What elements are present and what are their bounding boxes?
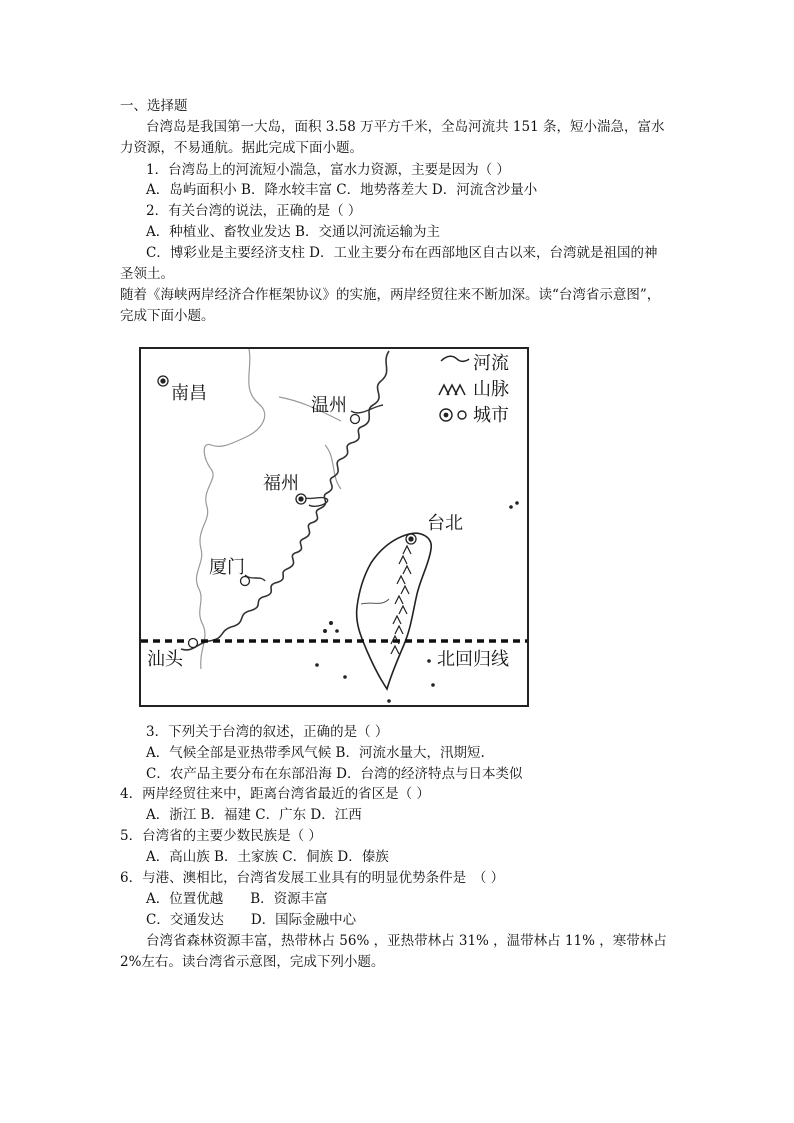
question-3-options-1: A．气候全部是亚热带季风气候 B．河流水量大，汛期短.	[146, 745, 485, 761]
section-heading: 一、选择题	[120, 98, 188, 114]
question-3-stem: 3．下列关于台湾的叙述，正确的是（ ）	[146, 724, 389, 740]
question-3-options-2: C．农产品主要分布在东部沿海 D．台湾的经济特点与日本类似	[146, 766, 523, 782]
question-1-options: A．岛屿面积小 B．降水较丰富 C．地势落差大 D．河流含沙量小	[146, 182, 538, 198]
city-label-wenzhou: 温州	[311, 395, 347, 416]
question-5-options: A．高山族 B．土家族 C．侗族 D．傣族	[146, 849, 389, 865]
question-6-stem: 6．与港、澳相比，台湾省发展工业具有的明显优势条件是 （ ）	[120, 870, 505, 886]
legend	[439, 356, 469, 421]
legend-city-icon	[458, 411, 466, 419]
intro-1-line-2: 力资源，不易通航。据此完成下面小题。	[120, 140, 363, 156]
intro-2-line-2: 完成下面小题。	[120, 308, 215, 324]
question-1-stem: 1．台湾岛上的河流短小湍急，富水力资源，主要是因为（ ）	[146, 162, 510, 178]
river-wenzhou	[351, 405, 383, 413]
question-5-stem: 5．台湾省的主要少数民族是（ ）	[120, 828, 322, 844]
city-label-fuzhou: 福州	[263, 473, 299, 494]
intro-1-line-1: 台湾岛是我国第一大岛，面积 3.58 万平方千米，全岛河流共 151 条，短小湍急，富水	[146, 119, 665, 135]
intro-3-line-1: 台湾省森林资源丰富，热带林占 56% ，亚热带林占 31% ，温带林占 11% ，寒带林占	[146, 933, 667, 949]
question-4-options: A．浙江 B．福建 C．广东 D．江西	[146, 807, 362, 823]
intro-2-line-1: 随着《海峡两岸经济合作框架协议》的实施，两岸经贸往来不断加深。读“台湾省示意图”，	[120, 287, 661, 303]
small-islands	[315, 501, 519, 703]
question-2-options-1: A．种植业、畜牧业发达 B．交通以河流运输为主	[146, 224, 440, 240]
taiwan-map	[139, 347, 529, 707]
map-drawing	[141, 349, 527, 705]
question-6-options-1: A．位置优越 B．资源丰富	[146, 891, 328, 907]
legend-mountain-label: 山脉	[473, 379, 509, 400]
mountain-range	[391, 546, 411, 654]
question-6-options-2: C．交通发达 D．国际金融中心	[146, 912, 357, 928]
question-2-stem: 2．有关台湾的说法，正确的是（ ）	[146, 203, 362, 219]
city-label-taipei: 台北	[427, 513, 463, 534]
question-2-options-3: 圣领土。	[120, 266, 174, 282]
taiwan-inner-river	[361, 599, 389, 604]
legend-river-icon	[441, 356, 469, 361]
legend-mountain-icon	[439, 385, 465, 395]
legend-river-label: 河流	[473, 353, 509, 374]
tropic-of-cancer-label: 北回归线	[437, 649, 509, 670]
legend-city-label: 城市	[473, 405, 509, 426]
question-4-stem: 4．两岸经贸往来中，距离台湾省最近的省区是（ ）	[120, 786, 430, 802]
city-markers	[158, 376, 416, 648]
city-label-xiamen: 厦门	[209, 557, 245, 578]
intro-3-line-2: 2%左右。读台湾省示意图，完成下列小题。	[120, 954, 385, 970]
city-label-nanchang: 南昌	[171, 383, 207, 404]
taiwan-island	[357, 533, 432, 689]
city-label-shantou: 汕头	[147, 649, 183, 670]
question-2-options-2: C．博彩业是主要经济支柱 D．工业主要分布在西部地区自古以来，台湾就是祖国的神	[146, 245, 658, 261]
